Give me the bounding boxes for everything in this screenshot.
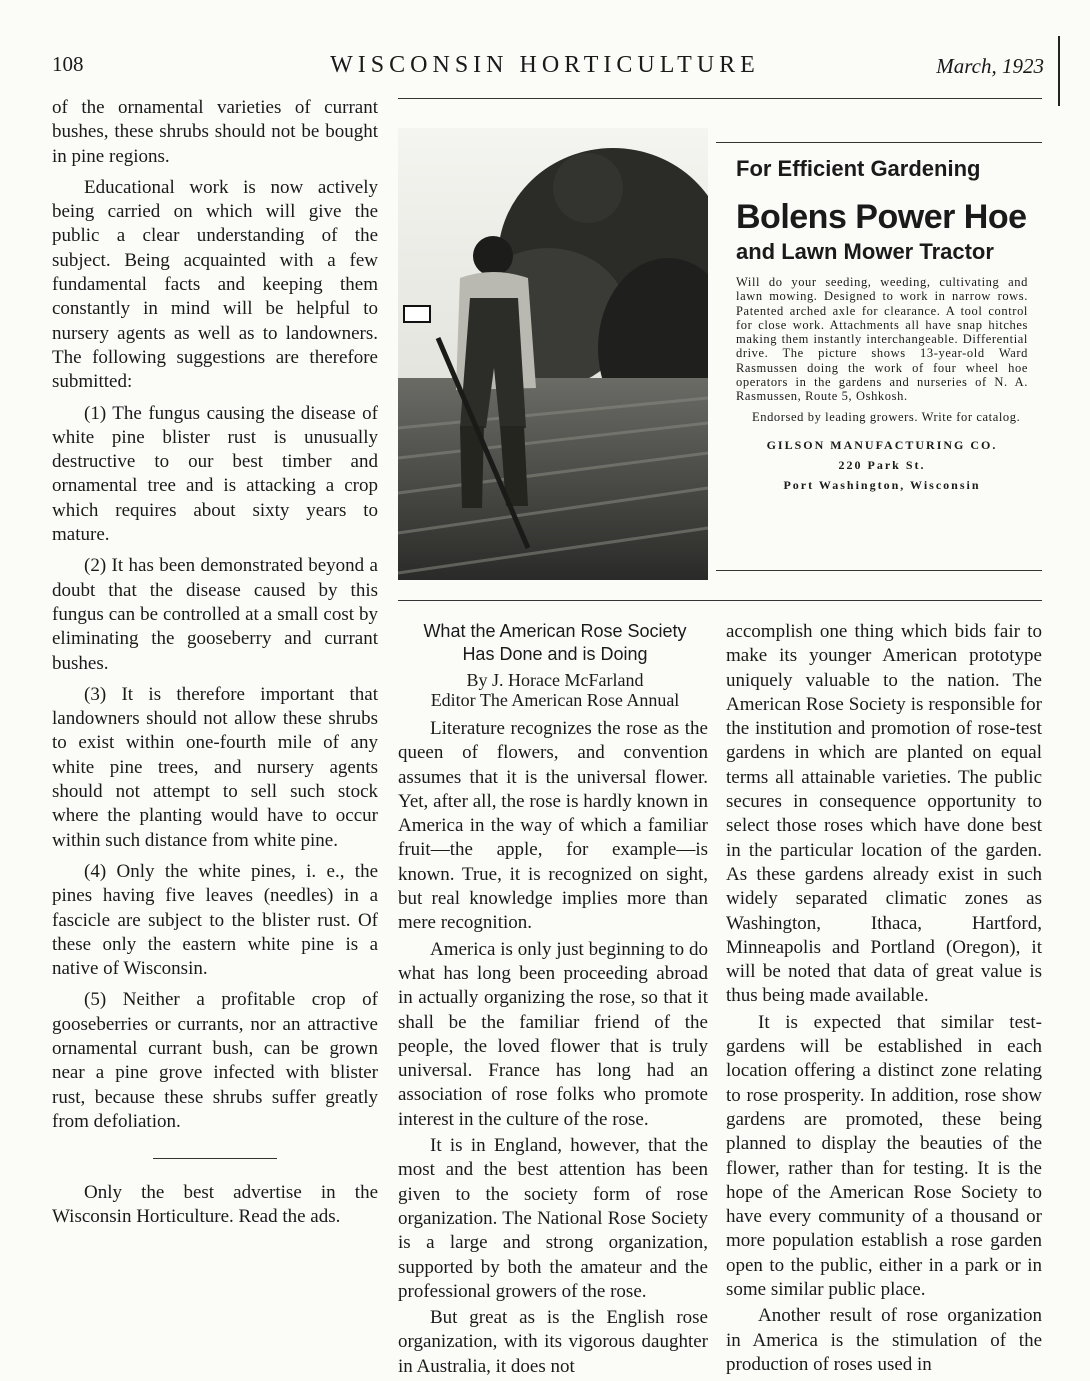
journal-title: WISCONSIN HORTICULTURE [330,52,760,78]
ad-product-name: Bolens Power Hoe [736,198,1027,236]
left-column [52,96,378,1237]
advertisement [716,128,1042,580]
paragraph: Literature recognizes the rose as the queen of flowers, and convention assumes that it is the universal flower. Yet, after all, the rose is hardly known in America in the way of which a familiar fruit—the apple, for example—is known. True, it is recognized on sight, but real knowledge implies more than mere recognition. [398,718,708,934]
issue-date: March, 1923 [936,54,1044,78]
ad-city: Port Washington, Wisconsin [783,477,981,492]
article-column-2 [726,620,1042,1379]
paragraph: accomplish one thing which bids fair to make its younger American prototype uniquely valuable to the nation. The American Rose Society is responsible for the institution and promotion of rose-test gardens in which are planted on equal terms all attainable varieties. The public secures in consequence opportunity to select those roses which have done best in the particular location of the garden. As these gardens already exist in such widely separated climatic zones as Washington, Ithaca, Hartford, Minneapolis and Portland (Oregon), it will be noted that data of great value is thus being made available. [726,621,1042,1007]
ad-top-rule [716,142,1042,143]
gardening-photo [398,128,708,580]
page-number: 108 [52,52,84,76]
author-role: Editor The American Rose Annual [430,690,680,710]
section-rule [398,600,1042,601]
ad-body-text: Will do your seeding, weeding, cultivating and lawn mowing. Designed to work in narrow rows. Patented arched axle for clearance. A tool control for close work. Attachments all have snap hitches making them instantly interchangeable. Differential drive. The picture shows 13-year-old Ward Rasmussen doing the work of four wheel hoe operators in the gardens and nurseries of N. A. Rasmussen, Route 5, Oshkosh. [736,275,1028,404]
footer-note: Only the best advertise in the Wisconsin Horticulture. Read the ads. [52,1182,378,1228]
ad-bottom-rule [716,570,1042,571]
article-column-1 [398,717,708,1381]
paragraph: It is expected that similar test-gardens will be established in each location offering a distinct zone relating to rose prosperity. In addition, rose show gardens are promoted, these being planned to display the beauties of the flower, rather than for testing. It is the hope of the American Rose Society to have every community of a thousand or more population establish a rose garden open to the public, either in a park or in some similar public place. [726,1011,1042,1301]
section-divider [153,1158,277,1159]
author-line: By J. Horace McFarland [466,670,644,690]
paragraph: But great as is the English rose organization, with its vigorous daughter in Australia, it does not [398,1307,708,1377]
paragraph: (1) The fungus causing the disease of white pine blister rust is unusually destructive to our best timber and ornamental tree and is attacking a crop which requires about sixty years to mature. [52,402,378,546]
article-title-line: What the American Rose Society [423,621,687,641]
ad-kicker: For Efficient Gardening [736,156,981,181]
paragraph: Another result of rose organization in America is the stimulation of the production of roses used in [726,1305,1042,1375]
ad-product-subtitle: and Lawn Mower Tractor [736,239,994,264]
paragraph: America is only just beginning to do what has long been proceeding abroad in actually organizing the rose, so that it shall be the familiar friend of the people, the loved flower that is truly universal. France has long had an association of rose folks who promote interest in the culture of the rose. [398,938,708,1130]
article-byline [398,670,712,710]
article-title [398,620,712,666]
paragraph: (2) It has been demonstrated beyond a doubt that the disease caused by this fungus can be controlled at a small cost by eliminating the gooseberry and currant bushes. [52,555,378,674]
ad-company-name: GILSON MANUFACTURING CO. [766,437,998,452]
paragraph: of the ornamental varieties of currant bushes, these shrubs should not be bought in pine regions. [52,97,378,167]
top-rule [398,98,1042,99]
ad-endorsement: Endorsed by leading growers. Write for catalog. [752,409,1021,424]
article-title-line: Has Done and is Doing [462,644,648,664]
paragraph: (4) Only the white pines, i. e., the pines having five leaves (needles) in a fascicle are subject to the blister rust. Of these only the eastern white pine is a native of Wisconsin. [52,860,378,980]
boy-with-power-hoe-image [398,128,708,580]
paragraph: Educational work is now actively being carried on which will give the public a clear understanding of the subject. Being acquainted with a few fundamental facts and keeping them constantly in mind will be helpful to nursery agents as well as to landowners. The following suggestions are therefore submitted: [52,176,378,393]
paragraph: It is in England, however, that the most and the best attention has been given to the society form of rose organization. The National Rose Society is a large and strong organization, supported by both the amateur and the professional growers of the rose. [398,1135,708,1302]
paragraph: (5) Neither a profitable crop of gooseberries or currants, nor an attractive ornamental currant bush, can be grown near a pine grove infected with blister rust, because these shrubs suffer greatly from defoliation. [52,989,378,1132]
margin-rule [1058,36,1060,106]
ad-company-block [736,435,1028,495]
paragraph: (3) It is therefore important that landowners should not allow these shrubs to exist within one-fourth mile of any white pine trees, and nursery agents should not attempt to sell such stock where the planting would have to occur within such distance from white pine. [52,683,378,851]
ad-street: 220 Park St. [838,457,926,472]
